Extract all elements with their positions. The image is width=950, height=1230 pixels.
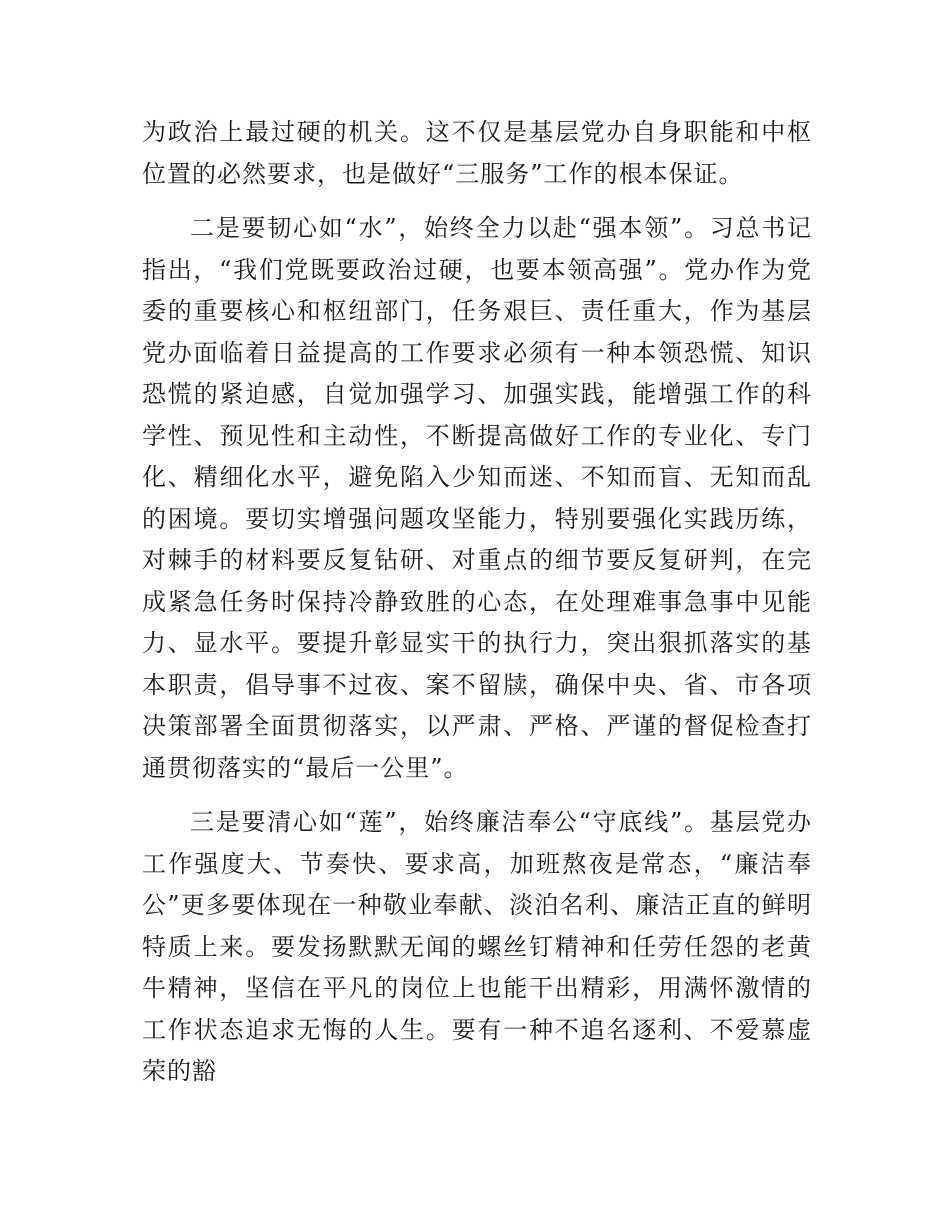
document-body bbox=[142, 112, 812, 1106]
paragraph-third-point: 三是要清心如“莲”，始终廉洁奉公“守底线”。基层党办工作强度大、节奏快、要求高，加班熬夜是常态，“廉洁奉公”更多要体现在一种敬业奉献、淡泊名利、廉洁正直的鲜明特质上来。要发扬默默无闻的螺丝钉精神和任劳任怨的老黄牛精神，坚信在平凡的岗位上也能干出精彩，用满怀激情的工作状态追求无悔的人生。要有一种不追名逐利、不爱慕虚荣的豁 bbox=[142, 808, 812, 1085]
paragraph-second-point: 二是要韧心如“水”，始终全力以赴“强本领”。习总书记指出，“我们党既要政治过硬，也要本领高强”。党办作为党委的重要核心和枢纽部门，任务艰巨、责任重大，作为基层党办面临着日益提高的工作要求必须有一种本领恐慌、知识恐慌的紧迫感，自觉加强学习、加强实践，能增强工作的科学性、预见性和主动性，不断提高做好工作的专业化、专门化、精细化水平，避免陷入少知而迷、不知而盲、无知而乱的困境。要切实增强问题攻坚能力，特别要强化实践历练，对棘手的材料要反复钻研、对重点的细节要反复研判，在完成紧急任务时保持冷静致胜的心态，在处理难事急事中见能力、显水平。要提升彰显实干的执行力，突出狠抓落实的基本职责，倡导事不过夜、案不留牍，确保中央、省、市各项决策部署全面贯彻落实，以严肃、严格、严谨的督促检查打通贯彻落实的“最后一公里”。 bbox=[142, 214, 812, 782]
paragraph-continuation: 为政治上最过硬的机关。这不仅是基层党办自身职能和中枢位置的必然要求，也是做好“三服务”工作的根本保证。 bbox=[142, 118, 812, 188]
